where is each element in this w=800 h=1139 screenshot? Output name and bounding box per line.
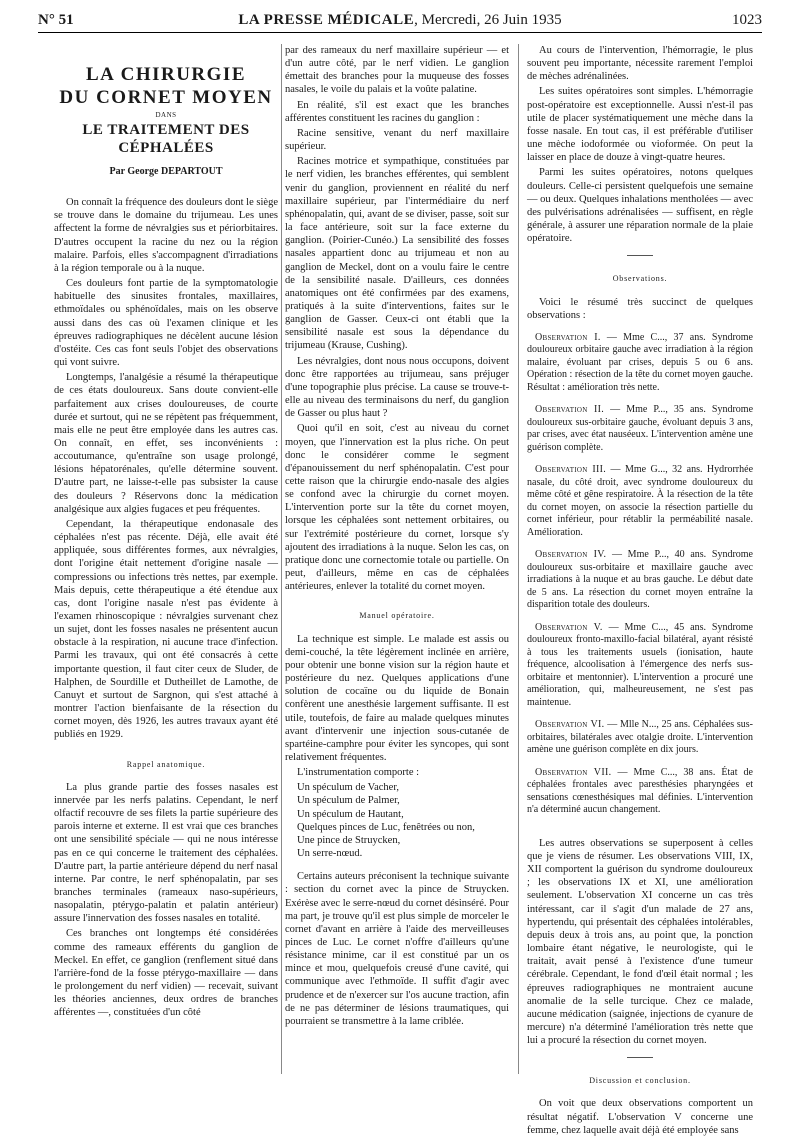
- paragraph: Les névralgies, dont nous nous occupons, doivent donc être rapportées au trijumeau, sans préjuger d'une topographie plus précise. La cause se trouve-t-elle au niveau des terminaisons du nerf, du ganglion de Gasser ou plus haut ?: [285, 355, 509, 420]
- paragraph: Longtemps, l'analgésie a résumé la thérapeutique de ces états douloureux. Sans doute convient-elle parfaitement aux crises douloureuses, de courte durée et surtout, qui ne se répètent pas fréquemment, mais elle ne peut être employée dans les autres cas. On connaît, en effet, ses inconvénients : accoutumance, qu'entraîne son usage prolongé, lésions hépatorénales, qu'elle détermine souvent. D'autre part, ne laisse-t-elle pas subsister la cause des douleurs ? Réservons donc la médication analgésique aux algies fugaces et peu fréquentes.: [54, 372, 278, 515]
- observation-text: — Mme C..., 45 ans. Syndrome douloureux fronto-maxillo-facial bilatéral, ayant résisté à tous les traitements usuels (ionisation, haute fréquence, alcoolisation à l'émergence des nerfs sus-orbitaire et mentonnier). L'intervention a procuré une amélioration, qui, malheureusement, ne s'est pas maintenue.: [527, 621, 753, 708]
- paragraph: On voit que deux observations comportent un résultat négatif. L'observation V concerne une femme, chez laquelle avait déjà été employée sans: [527, 1098, 753, 1136]
- journal-line: [38, 12, 762, 29]
- observation-text: — Mlle N..., 25 ans. Céphalées sus-orbitaires, bilatérales avec otalgie droite. L'intervention amène une guérison complète en dix jours.: [527, 719, 753, 756]
- instrument-list-item: Un spéculum de Hautant,: [297, 808, 404, 820]
- issue-number: N° 51: [38, 12, 74, 28]
- section-heading-discussion: Discussion et conclusion.: [589, 1076, 691, 1086]
- paragraph: La technique est simple. Le malade est assis ou demi-couché, la tête légèrement inclinée en arrière, pour obtenir une bonne vision sur la région haute et postérieure du nez. Quelques applications d'une solution de cocaïne ou du liquide de Bonain confèrent une anesthésie largement suffisante. Il est utile, toutefois, de faire au malade quelques minutes avant d'intervenir une injection sous-cutanée de spartéine-camphre pour éviter les syncopes, qui sont relativement fréquentes.: [285, 633, 509, 763]
- paragraph: Ces douleurs font partie de la symptomatologie habituelle des sinusites frontales, maxillaires, ethmoïdales ou sphénoïdales, mais on les observe aussi dans des cas où l'examen clinique et les épreuves radiographiques ne décèlent aucune lésion d'ostéite. Ces cas font seuls l'objet des observations qui vont suivre.: [54, 278, 278, 369]
- observation-item: [527, 332, 753, 395]
- column-divider: [518, 44, 519, 1074]
- title-line-3: LE TRAITEMENT DES CÉPHALÉES: [82, 122, 250, 156]
- observation-item: [527, 719, 753, 757]
- observation-label: Observation I.: [535, 331, 601, 343]
- observation-text: — Mme C..., 37 ans. Syndrome douloureux orbitaire gauche avec irradiation à la région malaire, évoluant par crises, depuis 5 ou 6 ans. Opération : résection de la tête du cornet moyen gauche. Résultat : amélioration très nette.: [527, 331, 753, 393]
- section-heading-observations: Observations.: [612, 274, 668, 284]
- section-heading-technique: Manuel opératoire.: [359, 611, 435, 621]
- paragraph: On connaît la fréquence des douleurs dont le siège se trouve dans le domaine du trijumeau. Les unes affectent la forme de névralgies sus et périorbitaires. D'autres occupent la racine du nez ou la région malaire. Parfois, elles s'accompagnent d'irradiations à la région temporale ou à la nuque.: [54, 197, 278, 274]
- article-title: [54, 64, 278, 157]
- paragraph: Racines motrice et sympathique, constituées par le nerf vidien, les branches efférentes, qui semblent venir du ganglion, proviennent en réalité du nerf maxillaire supérieur, par l'intermédiaire du nerf sphénopalatin, qui, avant de se diviser, passe, soit sur la face antérieure, soit sur la face externe du ganglion. (Poirier-Cunéo.) La sensibilité des fosses nasales appartient donc au trijumeau et non au ganglion de Meckel, dont on a voulu faire le centre de la sensibilité nasale. D'ailleurs, ces données anatomiques ont été confirmées par des examens, pratiqués à la suite d'interventions, faites sur le ganglion de Gasser. Ceux-ci ont établi que la sensibilité nasale est sous la dépendance du trijumeau (Krause, Cushing).: [285, 156, 509, 352]
- observation-text: — Mme P..., 35 ans. Syndrome douloureux sus-orbitaire gauche, évoluant depuis 3 ans, par crises, avec état nauséeux. L'intervention amène une guérison complète.: [527, 404, 754, 453]
- observation-item: [527, 767, 753, 817]
- observation-label: Observation VII.: [535, 766, 612, 778]
- page-header: [38, 6, 762, 40]
- column-2: [285, 44, 509, 1030]
- observation-label: Observation V.: [535, 621, 603, 633]
- issue-date: , Mercredi, 26 Juin 1935: [414, 12, 562, 28]
- byline: Par George DEPARTOUT: [109, 166, 223, 177]
- observation-item: [527, 622, 753, 710]
- journal-title: LA PRESSE MÉDICALE: [238, 12, 415, 28]
- instrument-list-item: Un serre-nœud.: [297, 848, 363, 860]
- page-number: 1023: [732, 12, 762, 28]
- paragraph: Les suites opératoires sont simples. L'hémorragie post-opératoire est exceptionnelle. Aussi n'est-il pas utile de placer systématiquement une mèche dans la fosse nasale. En tout cas, il est préférable d'utiliser une mèche iodoformée ou vioformée. On peut la laisser en place de douze à vingt-quatre heures.: [527, 86, 753, 164]
- header-rule: [38, 32, 762, 33]
- section-heading-anatomy: Rappel anatomique.: [126, 759, 206, 769]
- paragraph: L'instrumentation comporte :: [297, 767, 420, 779]
- paragraph: Au cours de l'intervention, l'hémorragie, le plus souvent peu importante, nécessite rarement l'emploi de mèches adrénalinées.: [527, 45, 753, 83]
- paragraph: Certains auteurs préconisent la technique suivante : section du cornet avec la pince de Struycken. Exérèse avec le serre-nœud du cornet désinséré. Pour ma part, je trouve qu'il est plus simple de morceler le cornet d'avant en arrière à l'aide des merveilleuses pinces de Luc. Le cornet n'offre d'ailleurs qu'une résistance minime, car il est constitué par un os mince et mou, quelquefois creusé d'une cavité, qui communique avec l'ethmoïde. Il suffit d'agir avec prudence et de n'exercer sur l'os aucune traction, afin de ne pas déterminer de lésions traumatiques, qui pourraient se transmettre à la lame criblée.: [285, 871, 509, 1027]
- paragraph: Parmi les suites opératoires, notons quelques douleurs. Celle-ci persistent quelquefois une semaine — ou deux. Quelques inhalations mentholées — avec des pulvérisations adrénalisées — suffisent, en règle générale, à assurer une réparation normale de la plaie opératoire.: [527, 167, 753, 245]
- paragraph: Cependant, la thérapeutique endonasale des céphalées n'est pas récente. Déjà, elle avait été appliquée, sous différentes formes, aux névralgies, dont l'origine était nettement d'origine nasale — compressions ou infections très nettes, par exemple. Mais depuis, cette thérapeutique a été étendue aux cas, dont l'origine nasale n'est pas évidente à l'examen rhinoscopique : névralgies survenant chez un sujet, dont les fosses nasales ne présentent aucun obstacle à la respiration, ni aucune trace d'infection. Parmi les travaux, qui ont été consacrés à cette importante question, il faut citer ceux de Sluder, de Halphen, de Sourdille et Dutheillet de Lamothe, de Canuyt et surtout de Sargnon, qui s'est attaché à montrer l'action bienfaisante de la résection du cornet moyen, dès 1926, les autres travaux ayant été publiés en 1929.: [54, 518, 278, 741]
- section-rule: [627, 1057, 653, 1058]
- paragraph: Ces branches ont longtemps été considérées comme des rameaux efférents du ganglion de Meckel. En effet, ce ganglion (renflement situé dans l'arrière-fond de la fosse ptérygo-maxillaire — dans le prolongement du nerf vidien) — recevait, suivant les théories anciennes, deux ordres de branches afférentes —, constituées d'un côté: [54, 928, 278, 1019]
- title-line-2: DU CORNET MOYEN: [59, 87, 273, 108]
- title-line-1: LA CHIRURGIE: [86, 64, 246, 85]
- section-rule: [627, 255, 653, 256]
- observation-item: [527, 404, 753, 454]
- paragraph: En réalité, s'il est exact que les branches afférentes constituent les racines du ganglion :: [285, 99, 509, 124]
- paragraph: Les autres observations se superposent à celles que je viens de résumer. Les observations VIII, IX, XII comportent la guérison du syndrome douloureux ; les observations IX et XI, une amélioration seulement. L'observation XI concerne un cas très intéressant, car il s'agit d'un malade de 27 ans, hypertendu, qui présentait des céphalées intolérables, depuis deux à trois ans, au point que, la ponction lombaire étant négative, le neurologiste, qui le traitait, avait pensé à l'existence d'une tumeur cérébrale. Cependant, le fond d'œil était normal ; les épreuves radiographiques ne montraient aucune anomalie de la selle turcique. Chez ce malade, aucune médication (saignée, injections de cyanure de mercure) n'a déterminé l'amélioration très nette que lui a procuré la résection du cornet moyen.: [527, 837, 753, 1047]
- instrument-list-item: Un spéculum de Palmer,: [297, 795, 400, 807]
- title-dans: DANS: [155, 111, 177, 119]
- paragraph: La plus grande partie des fosses nasales est innervée par les nerfs palatins. Cependant, le nerf olfactif recouvre de ses filets la partie supérieure des parois interne et externe. Il est vrai que ces branches ont une sensibilité spéciale — qui ne nous intéresse pas en ce qui concerne le traitement des céphalées. D'autre part, la partie antérieure dépend du nerf nasal interne. Par contre, le nerf sphénopalatin, par ses branches terminales (rameaux naso-supérieurs, nasopalatin, ptérygo-palatin et palatin antérieur) assure l'innervation des fosses nasales en totalité.: [54, 781, 278, 925]
- paragraph: Voici le résumé très succinct de quelques observations :: [527, 296, 753, 321]
- observation-text: — Mme G..., 32 ans. Hydrorrhée nasale, du côté droit, avec syndrome douloureux du même côté et gêne respiratoire. À la résection de la tête du cornet moyen, on associe la résection partielle du cornet inférieur, pour rétablir la perméabilité nasale. Amélioration.: [527, 464, 754, 538]
- observation-label: Observation VI.: [535, 719, 605, 731]
- observation-label: Observation II.: [535, 404, 605, 416]
- instrument-list-item: Quelques pinces de Luc, fenêtrées ou non,: [297, 821, 475, 833]
- observation-item: [527, 549, 753, 612]
- column-3: [527, 44, 753, 1139]
- paragraph: par des rameaux du nerf maxillaire supérieur — et d'un autre côté, par le nerf vidien. Le ganglion émettait des branches pour la muqueuse des fosses nasales, le voile du palais et la voûte palatine.: [285, 45, 509, 96]
- observation-label: Observation III.: [535, 464, 607, 476]
- observation-text: — Mme P..., 40 ans. Syndrome douloureux sus-orbitaire et maxillaire gauche avec irradiations à la nuque et au bras gauche. Le début date de 5 ans. La résection du cornet moyen entraîne la disparition totale des douleurs.: [527, 549, 753, 611]
- observation-label: Observation IV.: [535, 549, 607, 561]
- column-divider: [281, 44, 282, 1074]
- instrument-list-item: Une pince de Struycken,: [297, 834, 401, 846]
- observation-item: [527, 464, 753, 539]
- paragraph: Quoi qu'il en soit, c'est au niveau du cornet moyen, que l'innervation est la plus riche. On peut donc le considérer comme le segment d'épanouissement du nerf sphénopalatin. C'est pour cette raison que la chirurgie endo-nasale des algies se confond avec la chirurgie du cornet moyen. L'intervention porte sur la tête du cornet moyen, lorsque les céphalées sont nettement orbitaires, ou sur l'extrémité postérieure du cornet, lorsque s'y ajoutent des irradiations à la nuque. Selon les cas, on pratique donc une cornectomie totale ou partielle. On peut, d'ailleurs, même en cas de céphalées antérieures, enlever la totalité du cornet moyen.: [285, 423, 509, 593]
- instrument-list-item: Un spéculum de Vacher,: [297, 782, 400, 794]
- paragraph: Racine sensitive, venant du nerf maxillaire supérieur.: [285, 127, 509, 153]
- column-1: [54, 44, 278, 1022]
- observation-text: — Mme C..., 38 ans. État de céphalées frontales avec paresthésies pharyngées et sensations cœnesthésiques mal définies. L'intervention n'a déterminé aucun changement.: [527, 766, 753, 816]
